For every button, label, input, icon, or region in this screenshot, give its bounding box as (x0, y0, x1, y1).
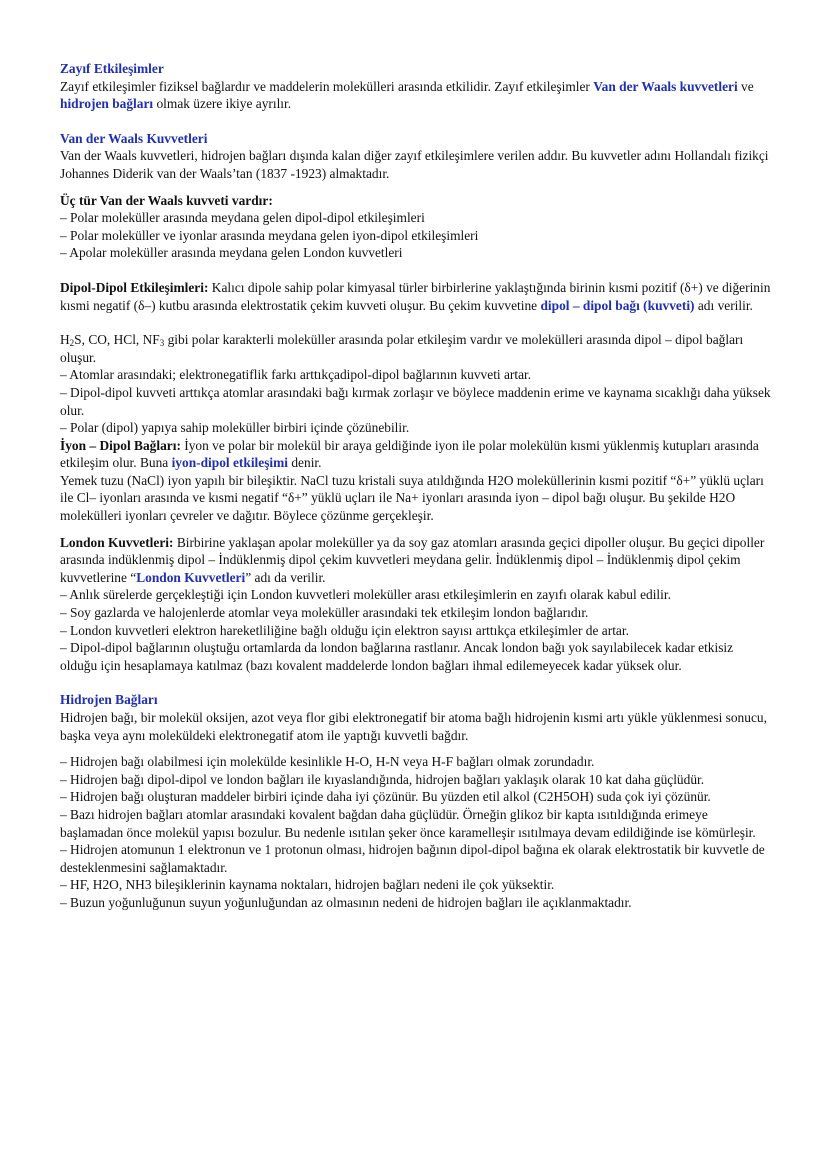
vdw-heading: Van der Waals Kuvvetleri (60, 130, 208, 146)
formula-sub-2: 2 (69, 338, 75, 349)
hydrogen-bullet: – Hidrojen bağı dipol-dipol ve london bağları ile kıyaslandığında, hidrojen bağları yaklaşık olarak 10 kat daha güçlüdür. (60, 771, 705, 787)
weak-paragraph (60, 78, 772, 113)
london-paragraph (60, 534, 772, 587)
dipol-bullet: – Polar (dipol) yapıya sahip moleküller birbiri içinde çözünebilir. (60, 420, 410, 436)
london-bullet: – Dipol-dipol bağlarının oluştuğu ortamlarda da london bağlarına rastlanır. Ancak london bağı yok sayılabilecek kadar etkisiz olduğu için hesaplamaya katılmaz (bazı kovalent maddelerde london bağları ihmal edilemeyecek kadar yüksek olur. (60, 640, 734, 673)
vdw-type-item: – Polar moleküller ve iyonlar arasında meydana gelen iyon-dipol etkileşimleri (60, 227, 479, 243)
hydrogen-bullet: – Bazı hidrojen bağları atomlar arasındaki kovalent bağdan daha güçlüdür. Örneğin glikoz bir kapta ısıtıldığında erimeye başlamadan önce molekül yapısı bozulur. Bu nedenle ısıtılan şeker önce karamelleşir ısıtılmaya devam edildiğinde ise kömürleşir. (60, 806, 756, 840)
hydrogen-bullet: – Hidrojen atomunun 1 elektronun ve 1 protonun olması, hidrojen bağının dipol-dipol bağına ek olarak elektrostatik bir kuvvetle de desteklenmesini sağlamaktadır. (60, 842, 765, 875)
vdw-paragraph: Van der Waals kuvvetleri, hidrojen bağları dışında kalan diğer zayıf etkileşimlere verilen addır. Bu kuvvetler adını Hollandalı fizikçi Johannes Diderik van der Waals’tan (1837 -1923) almaktadır. (60, 148, 769, 181)
hydrogen-bullet: – HF, H2O, NH3 bileşiklerinin kaynama noktaları, hidrojen bağları nedeni ile çok yüksektir. (60, 877, 555, 893)
hydrogen-paragraph: Hidrojen bağı, bir molekül oksijen, azot veya flor gibi elektronegatif bir atoma bağlı hidrojenin kısmi artı yükle yüklenmesi sonucu, başka veya aynı moleküldeki elektronegatif atom ile yaptığı kuvvetli bağdır. (60, 710, 767, 743)
hydrogen-link[interactable]: hidrojen bağları (60, 96, 154, 112)
dipol-paragraph (60, 279, 772, 314)
dipol-label: Dipol-Dipol Etkileşimleri: (60, 279, 209, 295)
iyon-text-2: denir. (288, 455, 322, 471)
dipol-molecules-paragraph (60, 331, 772, 366)
formula-sub-3: 3 (159, 338, 165, 349)
document-page (60, 60, 772, 912)
iyon-text-1: İyon ve polar bir molekül bir araya geldiğinde iyon ile polar molekülün kısmi yüklenmiş kutupları arasında etkileşim olur. Buna (60, 437, 759, 471)
vdw-link[interactable]: Van der Waals kuvvetleri (593, 78, 738, 94)
weak-text-1: Zayıf etkileşimler fiziksel bağlardır ve maddelerin molekülleri arasında etkilidir. Zayıf etkileşimler (60, 78, 594, 94)
hydrogen-bullet: – Hidrojen bağı olabilmesi için molekülde kesinlikle H-O, H-N veya H-F bağları olmak zorundadır. (60, 754, 595, 770)
london-bullet: – London kuvvetleri elektron hareketliliğine bağlı olduğu için elektron sayısı arttıkça etkileşimler de artar. (60, 622, 629, 638)
iyon-example-paragraph: Yemek tuzu (NaCl) iyon yapılı bir bileşiktir. NaCl tuzu kristali suya atıldığında H2O moleküllerinin kısmi pozitif “δ+” yüklü uçları ile Cl– iyonları arasında ve kısmi negatif “δ+” yüklü uçları ile Na+ iyonları arasında iyon – dipol bağı oluşur. Bu şekilde H2O molekülleri iyonları çevreler ve dağıtır. Böylece çözünme gerçekleşir. (60, 472, 764, 524)
dipol-text-1: Kalıcı dipole sahip polar kimyasal türler birbirlerine yaklaştığında birinin kısmi pozitif (δ+) ve diğerinin kısmi negatif (δ–) kutbu arasında elektrostatik çekim kuvveti oluşur. Bu çekim kuvvetine (60, 279, 771, 313)
formula-h: H (60, 332, 70, 348)
hydrogen-bullet: – Buzun yoğunluğunun suyun yoğunluğundan az olmasının nedeni de hidrojen bağları ile açıklanmaktadır. (60, 894, 632, 910)
london-text-1: Birbirine yaklaşan apolar moleküller ya da soy gaz atomları arasında geçici dipoller oluşur. Bu geçici dipoller arasında indüklenmiş dipol – İndüklenmiş dipol çekim kuvvetleri meydana gelir. İndüklenmiş dipol – İndüklenmiş dipol çekim kuvvetlerine “ (60, 534, 765, 585)
hydrogen-bullet: – Hidrojen bağı oluşturan maddeler birbiri içinde daha iyi çözünür. Bu yüzden etil alkol (C2H5OH) suda çok iyi çözünür. (60, 789, 711, 805)
vdw-type-item: – Polar moleküller arasında meydana gelen dipol-dipol etkileşimleri (60, 210, 425, 226)
weak-text-3: olmak üzere ikiye ayrılır. (153, 96, 292, 112)
iyon-link[interactable]: iyon-dipol etkileşimi (171, 455, 289, 471)
iyon-paragraph (60, 437, 772, 472)
formula-rest: gibi polar karakterli moleküller arasında polar etkileşim vardır ve molekülleri arasında dipol – dipol bağları oluşur. (60, 332, 744, 365)
dipol-text-2: adı verilir. (694, 297, 753, 313)
london-bullet: – Anlık sürelerde gerçekleştiği için London kuvvetleri moleküller arası etkileşimlerin en zayıfı olarak kabul edilir. (60, 587, 671, 603)
london-label: London Kuvvetleri: (60, 534, 174, 550)
london-link[interactable]: London Kuvvetleri (136, 569, 246, 585)
vdw-types-heading: Üç tür Van der Waals kuvveti vardır: (60, 192, 273, 208)
formula-mid: S, CO, HCl, NF (74, 332, 160, 348)
london-text-2: ” adı da verilir. (245, 569, 326, 585)
weak-text-2: ve (737, 78, 754, 94)
dipol-bullet: – Atomlar arasındaki; elektronegatiflik farkı arttıkçadipol-dipol bağlarının kuvveti artar. (60, 367, 532, 383)
vdw-type-item: – Apolar moleküller arasında meydana gelen London kuvvetleri (60, 245, 403, 261)
weak-heading: Zayıf Etkileşimler (60, 61, 164, 76)
iyon-label: İyon – Dipol Bağları: (60, 437, 181, 453)
london-bullet: – Soy gazlarda ve halojenlerde atomlar veya moleküller arasındaki tek etkileşim london bağlarıdır. (60, 605, 589, 621)
dipol-link[interactable]: dipol – dipol bağı (kuvveti) (540, 297, 695, 313)
hydrogen-heading: Hidrojen Bağları (60, 692, 158, 708)
dipol-bullet: – Dipol-dipol kuvveti arttıkça atomlar arasındaki bağı kırmak zorlaşır ve böylece maddenin erime ve kaynama sıcaklığı daha yüksek olur. (60, 384, 771, 418)
